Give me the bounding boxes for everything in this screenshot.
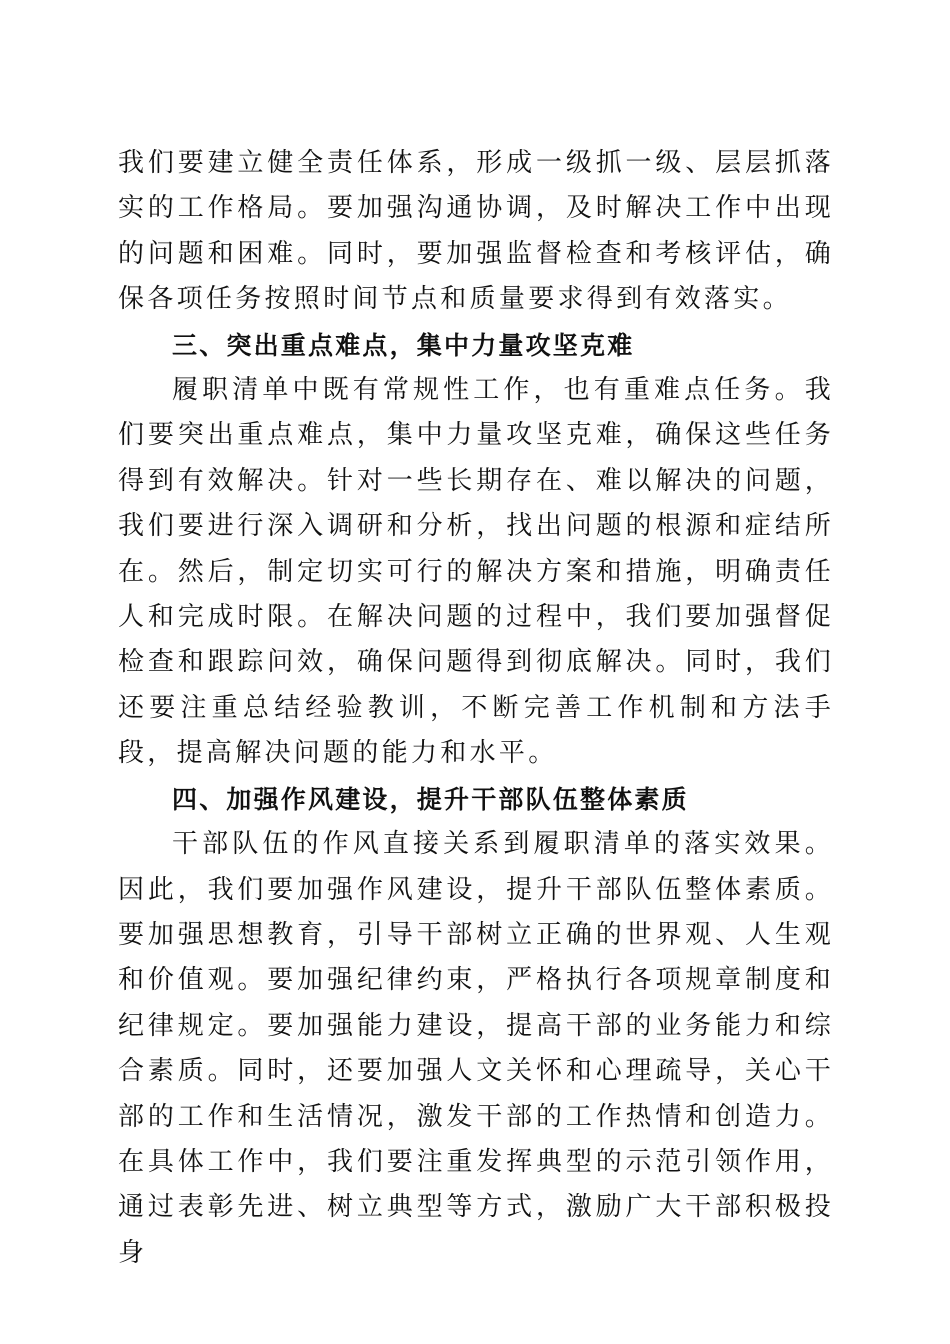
paragraph-section-three: 履职清单中既有常规性工作，也有重难点任务。我们要突出重点难点，集中力量攻坚克难，确保这些任务得到有效解决。针对一些长期存在、难以解决的问题，我们要进行深入调研和分析，找出问题的根源和症结所在。然后，制定切实可行的解决方案和措施，明确责任人和完成时限。在解决问题的过程中，我们要加强督促检查和跟踪问效，确保问题得到彻底解决。同时，我们还要注重总结经验教训，不断完善工作机制和方法手段，提高解决问题的能力和水平。 xyxy=(118,375,834,769)
paragraph-continuation: 我们要建立健全责任体系，形成一级抓一级、层层抓落实的工作格局。要加强沟通协调，及时解决工作中出现的问题和困难。同时，要加强监督检查和考核评估，确保各项任务按照时间节点和质量要求得到有效落实。 xyxy=(118,148,834,315)
document-body xyxy=(118,141,834,1276)
paragraph-section-four: 干部队伍的作风直接关系到履职清单的落实效果。因此，我们要加强作风建设，提升干部队伍整体素质。要加强思想教育，引导干部树立正确的世界观、人生观和价值观。要加强纪律约束，严格执行各项规章制度和纪律规定。要加强能力建设，提高干部的业务能力和综合素质。同时，还要加强人文关怀和心理疏导，关心干部的工作和生活情况，激发干部的工作热情和创造力。在具体工作中，我们要注重发挥典型的示范引领作用，通过表彰先进、树立典型等方式，激励广大干部积极投身 xyxy=(118,829,834,1268)
section-heading-three: 三、突出重点难点，集中力量攻坚克难 xyxy=(172,330,635,360)
section-heading-four: 四、加强作风建设，提升干部队伍整体素质 xyxy=(172,784,689,814)
